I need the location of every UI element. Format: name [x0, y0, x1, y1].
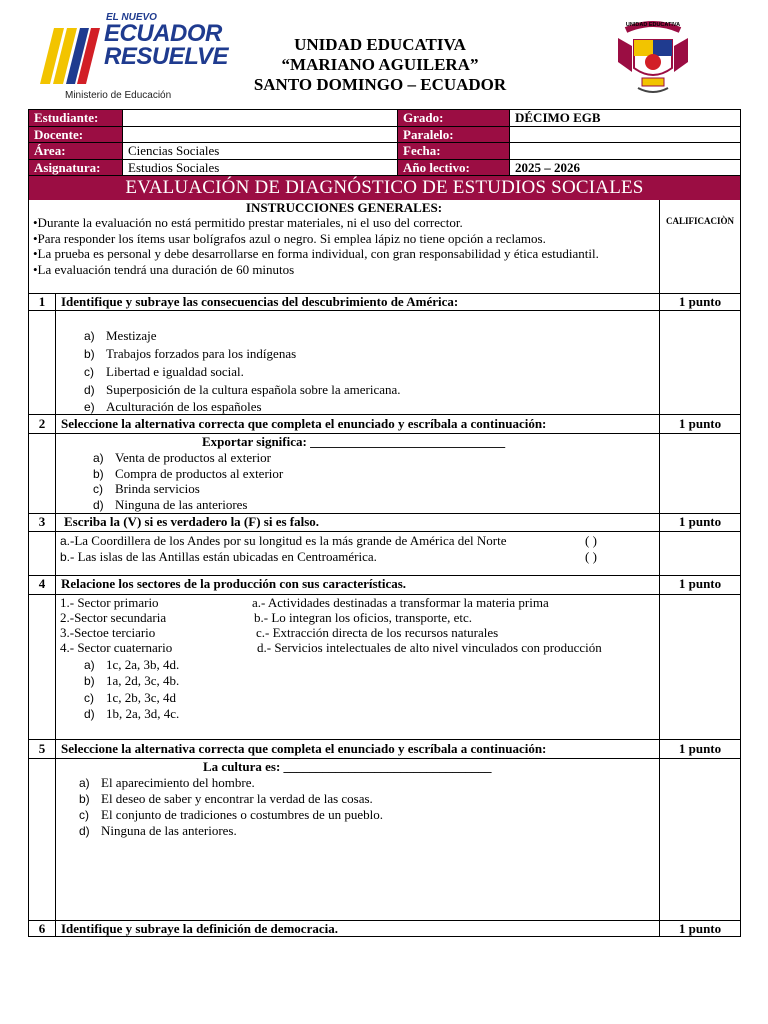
docente-label: Docente:: [29, 126, 123, 143]
option-text: El deseo de saber y encontrar la verdad de las cosas.: [101, 791, 373, 806]
option-letter: b): [84, 347, 95, 361]
question-number: 4: [29, 576, 56, 594]
grado-label: Grado:: [398, 110, 510, 127]
question-text: Seleccione la alternativa correcta que completa el enunciado y escríbala a continuación:: [61, 416, 547, 431]
question-4-header: [29, 575, 740, 594]
statement-b-answer-box[interactable]: ( ): [585, 549, 597, 564]
docente-field[interactable]: [123, 126, 398, 143]
question-6-header: [29, 920, 740, 937]
question-5-header: [29, 739, 740, 758]
option-text: Aculturación de los españoles: [106, 399, 262, 414]
sector-item: 1.- Sector primario: [60, 595, 159, 610]
characteristic-item: b.- Lo integran los oficios, transporte, etc.: [254, 610, 473, 625]
paralelo-field[interactable]: [510, 126, 741, 143]
logo-word-1: ECUADOR: [104, 20, 222, 47]
option-text: Mestizaje: [106, 328, 157, 343]
score-cell: [659, 311, 740, 414]
school-line-1: UNIDAD EDUCATIVA: [294, 35, 466, 54]
option-a[interactable]: [93, 450, 271, 466]
statement-a-answer-box[interactable]: ( ): [585, 533, 597, 548]
question-5-body: [29, 758, 740, 920]
question-text: Identifique y subraye las consecuencias del descubrimiento de América:: [61, 294, 459, 309]
ecuador-flag-stripes-icon: [40, 28, 100, 84]
option-letter: b): [79, 792, 90, 806]
option-b[interactable]: [84, 346, 296, 362]
option-letter: c): [93, 482, 103, 496]
option-a[interactable]: [84, 657, 179, 673]
exam-title: EVALUACIÓN DE DIAGNÓSTICO DE ESTUDIOS SOCIALES: [29, 176, 740, 200]
question-2-header: [29, 414, 740, 433]
option-letter: a): [93, 451, 104, 465]
question-points: 1 punto: [659, 514, 740, 531]
asignatura-value: Estudios Sociales: [123, 159, 398, 176]
option-d[interactable]: [93, 497, 247, 513]
question-3-body: [29, 531, 740, 575]
question-number: 5: [29, 740, 56, 758]
instruction-line: •La prueba es personal y debe desarrollarse en forma individual, con gran responsabilidad y ética estudiantil.: [33, 246, 599, 262]
statement-b: [60, 549, 377, 565]
question-points: 1 punto: [659, 576, 740, 594]
option-c[interactable]: [84, 690, 176, 706]
number-column: [29, 434, 56, 513]
calificacion-box[interactable]: CALIFICACIÒN: [659, 200, 740, 293]
statement-text: -La Coordillera de los Andes por su longitud es la más grande de América del Norte: [70, 533, 507, 548]
question-text: Seleccione la alternativa correcta que completa el enunciado y escríbala a continuación:: [61, 741, 547, 756]
info-row-2: [29, 126, 741, 143]
number-column: [29, 759, 56, 920]
option-d[interactable]: [84, 706, 179, 722]
option-c[interactable]: [84, 364, 244, 380]
option-text: 1c, 2a, 3b, 4d.: [106, 657, 180, 672]
question-prompt[interactable]: Exportar significa: ______________________________: [202, 434, 506, 449]
question-text: Relacione los sectores de la producción con sus características.: [61, 576, 407, 591]
option-text: Trabajos forzados para los indígenas: [106, 346, 297, 361]
option-letter: d): [93, 498, 104, 512]
question-2-body: [29, 433, 740, 513]
question-1-header: [29, 293, 740, 310]
option-a[interactable]: [79, 775, 255, 791]
instruction-line: •Durante la evaluación no está permitido prestar materiales, ni el uso del corrector.: [33, 215, 463, 230]
instruction-line: •La evaluación tendrá una duración de 60 minutos: [33, 261, 295, 277]
exam-body: [28, 175, 741, 937]
sector-item: 4.- Sector cuaternario: [60, 640, 173, 655]
ministry-logo: [40, 10, 229, 102]
option-text: 1a, 2d, 3c, 4b.: [106, 673, 180, 688]
ministry-name: Ministerio de Educación: [65, 90, 172, 101]
school-line-2: “MARIANO AGUILERA”: [281, 55, 479, 74]
characteristic-item: a.- Actividades destinadas a transformar la materia prima: [252, 595, 549, 610]
option-letter: d): [79, 824, 90, 838]
option-text: El aparecimiento del hombre.: [101, 775, 255, 790]
sector-item: 3.-Sectoe terciario: [60, 625, 156, 640]
option-text: Brinda servicios: [115, 481, 200, 496]
characteristic-item: c.- Extracción directa de los recursos naturales: [256, 625, 499, 640]
instruction-line: •Para responder los ítems usar bolígrafos azul o negro. Si emplea lápiz no tiene opción a reclamos.: [33, 230, 546, 246]
question-prompt[interactable]: La cultura es: ________________________________: [203, 759, 492, 774]
question-points: 1 punto: [659, 921, 740, 937]
question-4-body: [29, 594, 740, 739]
anio-lectivo-label: Año lectivo:: [398, 159, 510, 176]
area-value: Ciencias Sociales: [123, 143, 398, 160]
option-text: Ninguna de las anteriores: [115, 497, 248, 512]
option-text: El conjunto de tradiciones o costumbres de un pueblo.: [101, 807, 383, 822]
score-cell: [659, 759, 740, 920]
instructions-heading: INSTRUCCIONES GENERALES:: [245, 200, 443, 215]
statement-a: [60, 533, 506, 549]
option-e[interactable]: [84, 399, 262, 415]
option-letter: d): [84, 707, 95, 721]
option-d[interactable]: [79, 823, 237, 839]
question-number: 3: [29, 514, 56, 531]
option-text: 1b, 2a, 3d, 4c.: [106, 706, 180, 721]
number-column: [29, 595, 56, 739]
characteristic-item: d.- Servicios intelectuales de alto nivel vinculados con producción: [257, 640, 602, 655]
question-number: 6: [29, 921, 56, 937]
option-b[interactable]: [93, 466, 283, 482]
estudiante-field[interactable]: [123, 110, 398, 127]
option-letter: d): [84, 383, 95, 397]
option-text: Ninguna de las anteriores.: [101, 823, 237, 838]
statement-letter: b.: [60, 550, 71, 564]
logo-word-2: RESUELVE: [104, 43, 229, 70]
question-text: Escriba la (V) si es verdadero la (F) si es falso.: [64, 514, 320, 529]
question-text: Identifique y subraye la definición de democracia.: [61, 921, 338, 936]
question-3-header: [29, 513, 740, 531]
number-column: [29, 532, 56, 575]
option-letter: b): [93, 467, 104, 481]
option-c[interactable]: [93, 481, 200, 497]
school-title: [200, 35, 560, 95]
estudiante-label: Estudiante:: [29, 110, 123, 127]
option-a[interactable]: [84, 328, 157, 344]
score-cell: [659, 532, 740, 575]
option-letter: c): [79, 808, 89, 822]
anio-lectivo-value: 2025 – 2026: [510, 159, 741, 176]
sector-item: 2.-Sector secundaria: [60, 610, 167, 625]
question-points: 1 punto: [659, 415, 740, 433]
option-text: 1c, 2b, 3c, 4d: [106, 690, 177, 705]
paralelo-label: Paralelo:: [398, 126, 510, 143]
option-letter: b): [84, 674, 95, 688]
option-text: Venta de productos al exterior: [115, 450, 271, 465]
option-letter: c): [84, 691, 94, 705]
option-letter: a): [84, 329, 95, 343]
option-b[interactable]: [84, 673, 179, 689]
info-row-1: [29, 110, 741, 127]
option-b[interactable]: [79, 791, 373, 807]
asignatura-label: Asignatura:: [29, 159, 123, 176]
option-text: Superposición de la cultura española sobre la americana.: [106, 382, 401, 397]
score-cell: [659, 595, 740, 739]
option-d[interactable]: [84, 382, 401, 398]
option-letter: a): [79, 776, 90, 790]
score-cell: [659, 434, 740, 513]
info-row-3: [29, 143, 741, 160]
area-label: Área:: [29, 143, 123, 160]
student-info-table: [28, 109, 741, 176]
question-1-body: [29, 310, 740, 414]
question-points: 1 punto: [659, 294, 740, 310]
option-text: Compra de productos al exterior: [115, 466, 284, 481]
school-crest-icon: [612, 16, 694, 98]
option-letter: e): [84, 400, 95, 414]
option-letter: a): [84, 658, 95, 672]
grado-value: DÉCIMO EGB: [510, 110, 741, 127]
school-line-3: SANTO DOMINGO – ECUADOR: [253, 75, 507, 94]
number-column: [29, 311, 56, 414]
question-number: 2: [29, 415, 56, 433]
option-c[interactable]: [79, 807, 383, 823]
fecha-label: Fecha:: [398, 143, 510, 160]
instructions-block: [29, 200, 659, 293]
info-row-4: [29, 159, 741, 176]
logo-slogan-small: EL NUEVO: [106, 12, 157, 23]
question-points: 1 punto: [659, 740, 740, 758]
statement-text: - Las islas de las Antillas están ubicadas en Centroamérica.: [70, 549, 377, 564]
option-text: Libertad e igualdad social.: [106, 364, 244, 379]
statement-letter: a.: [60, 534, 71, 548]
fecha-field[interactable]: [510, 143, 741, 160]
option-letter: c): [84, 365, 94, 379]
question-number: 1: [29, 294, 56, 310]
crest-label: UNIDAD EDUCATIVA: [625, 22, 681, 28]
